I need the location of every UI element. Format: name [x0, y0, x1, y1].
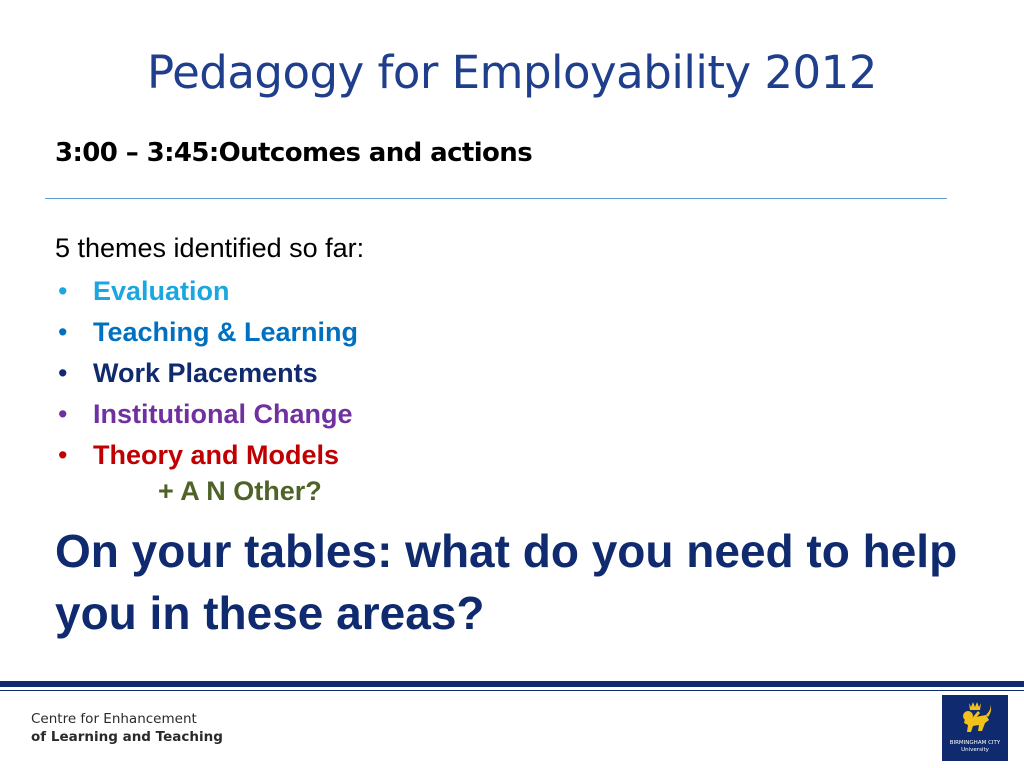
org-name-line1: Centre for Enhancement [31, 711, 197, 727]
other-theme-note: + A N Other? [158, 476, 322, 506]
lion-crest-icon [956, 701, 994, 737]
session-subtitle: 3:00 – 3:45:Outcomes and actions [55, 138, 533, 168]
university-logo [942, 695, 1008, 761]
theme-label: Evaluation [93, 276, 230, 306]
bullet-icon: • [58, 317, 68, 347]
divider-rule [45, 198, 947, 199]
footer-bar [0, 681, 1024, 687]
theme-label: Teaching & Learning [93, 317, 359, 347]
bullet-icon: • [58, 440, 68, 470]
org-name-line2: of Learning and Teaching [31, 729, 223, 745]
theme-label: Institutional Change [93, 399, 353, 429]
themes-intro: 5 themes identified so far: [55, 233, 365, 263]
bullet-icon: • [58, 276, 68, 306]
logo-line2: University [961, 747, 989, 753]
bullet-icon: • [58, 358, 68, 388]
discussion-question: On your tables: what do you need to help you in these areas? [55, 525, 958, 639]
theme-label: Theory and Models [93, 440, 340, 470]
bullet-icon: • [58, 399, 68, 429]
theme-label: Work Placements [93, 358, 318, 388]
footer-line [0, 690, 1024, 691]
org-name [31, 710, 223, 746]
logo-text [942, 740, 1008, 754]
slide-title: Pedagogy for Employability 2012 [147, 46, 877, 99]
logo-line1: BIRMINGHAM CITY [949, 740, 1001, 746]
